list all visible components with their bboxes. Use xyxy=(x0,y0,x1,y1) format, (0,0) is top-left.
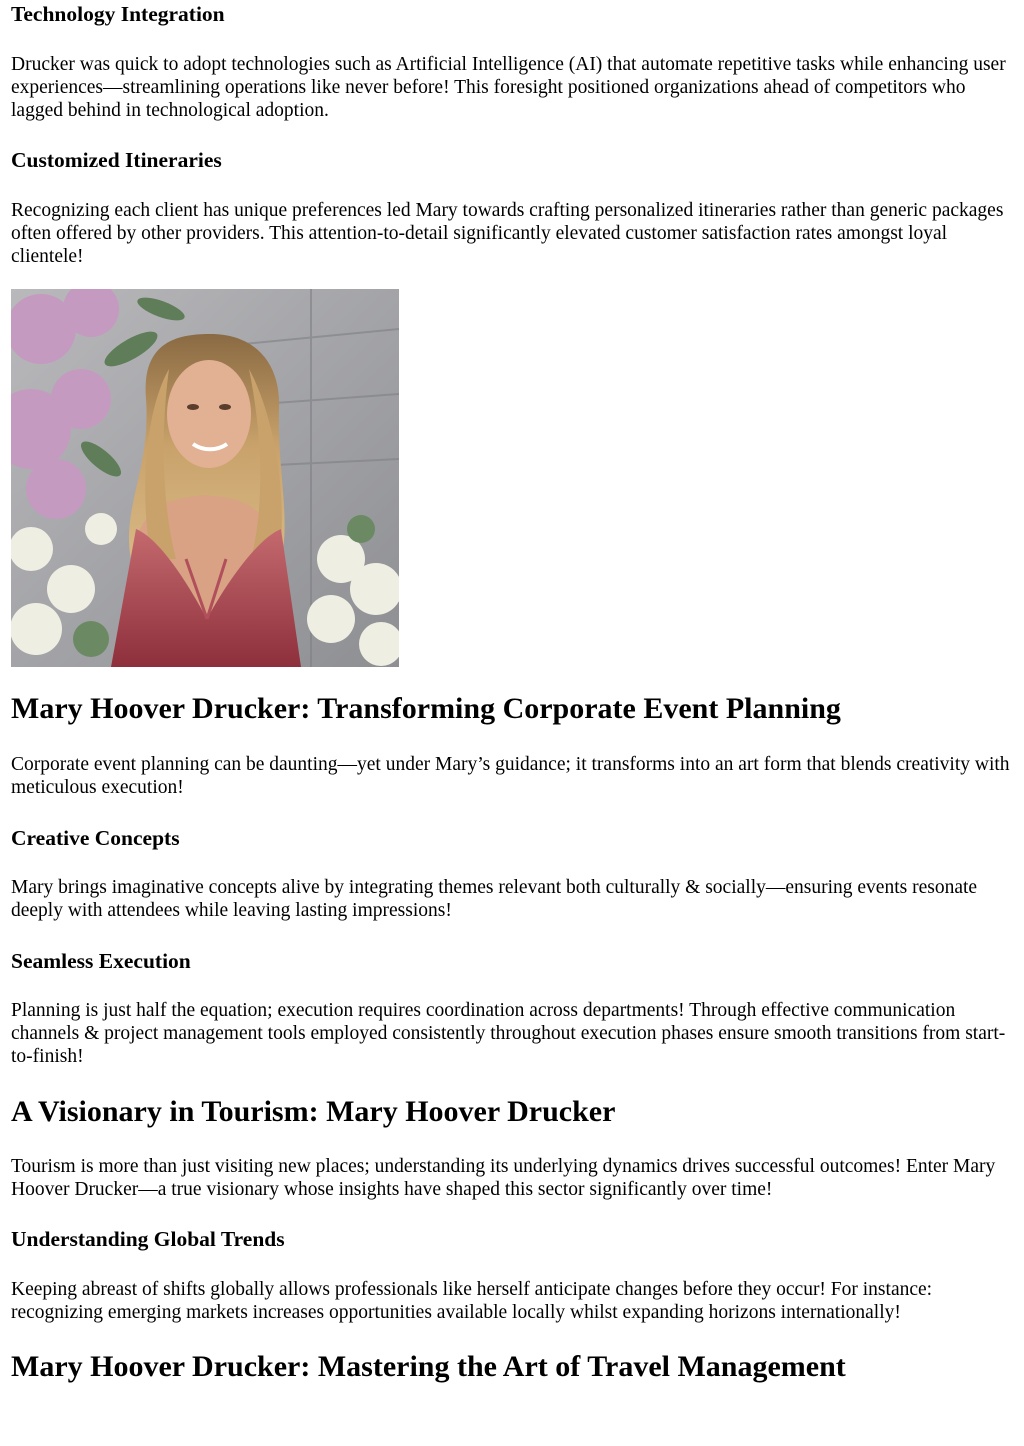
heading-seamless-execution: Seamless Execution xyxy=(11,949,191,973)
heading-corporate-event-planning: Mary Hoover Drucker: Transforming Corporate Event Planning xyxy=(11,692,841,725)
paragraph-creative-concepts: Mary brings imaginative concepts alive by integrating themes relevant both culturally & socially—ensuring events resonate deeply with attendees while leaving lasting impressions! xyxy=(11,877,978,922)
paragraph-customized-itineraries: Recognizing each client has unique preferences led Mary towards crafting personalized itineraries rather than generic packages often offered by other providers. This attention-to-detail significantly elevated customer satisfaction rates amongst loyal clientele! xyxy=(11,200,1004,268)
paragraph-technology-integration: Drucker was quick to adopt technologies such as Artificial Intelligence (AI) that automate repetitive tasks while enhancing user experiences—streamlining operations like never before! This foresight positioned organizations ahead of competitors who lagged behind in technological adoption. xyxy=(11,54,1006,122)
heading-travel-management: Mary Hoover Drucker: Mastering the Art of Travel Management xyxy=(11,1350,846,1383)
paragraph-seamless-execution: Planning is just half the equation; execution requires coordination across departments! Through effective communication channels & project management tools employed consistently throughout execution phases ensure smooth transitions from start-to-finish! xyxy=(11,1000,1006,1068)
portrait-photo xyxy=(11,289,399,667)
heading-technology-integration: Technology Integration xyxy=(11,2,225,26)
paragraph-understanding-global-trends: Keeping abreast of shifts globally allows professionals like herself anticipate changes before they occur! For instance: recognizing emerging markets increases opportunities available locally whilst expanding horizons internationally! xyxy=(11,1279,933,1324)
portrait-illustration xyxy=(11,289,399,667)
heading-visionary-in-tourism: A Visionary in Tourism: Mary Hoover Drucker xyxy=(11,1095,616,1128)
heading-understanding-global-trends: Understanding Global Trends xyxy=(11,1227,285,1251)
paragraph-visionary-in-tourism: Tourism is more than just visiting new places; understanding its underlying dynamics drives successful outcomes! Enter Mary Hoover Drucker—a true visionary whose insights have shaped this sector significantly over time! xyxy=(11,1156,996,1201)
heading-creative-concepts: Creative Concepts xyxy=(11,826,180,850)
heading-customized-itineraries: Customized Itineraries xyxy=(11,148,222,172)
paragraph-corporate-event-planning: Corporate event planning can be daunting—yet under Mary’s guidance; it transforms into an art form that blends creativity with meticulous execution! xyxy=(11,754,1010,799)
